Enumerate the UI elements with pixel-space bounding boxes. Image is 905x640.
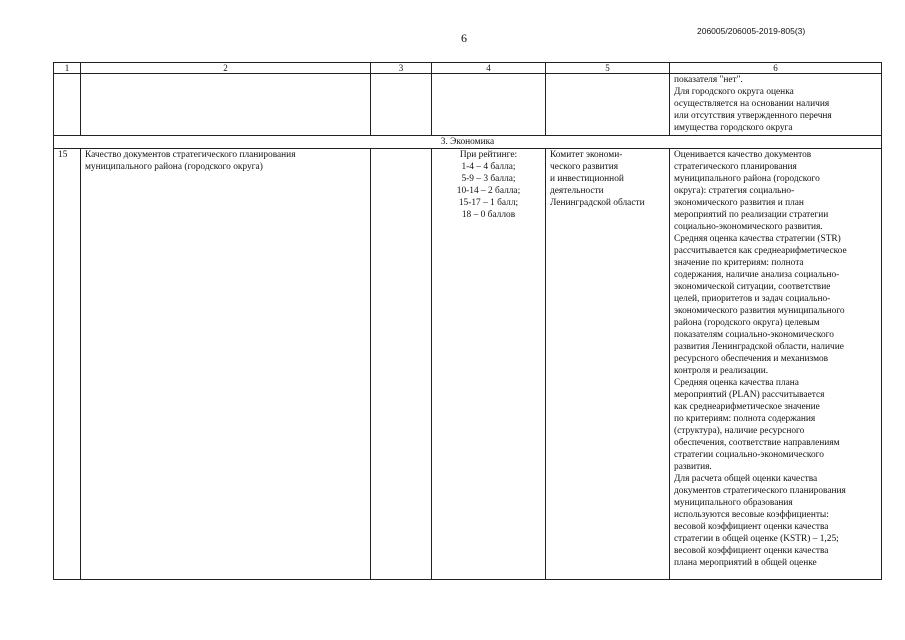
column-header-5: 5 [546, 63, 670, 74]
text-line: Комитет экономи- [550, 150, 623, 160]
section-row [54, 136, 882, 149]
text-line: как среднеарифметическое значение [674, 402, 820, 412]
text-line: муниципального образования [674, 498, 793, 508]
text-line: Оценивается качество документов [674, 150, 812, 160]
text-line: Средняя оценка качества плана [674, 378, 799, 388]
continuation-row [54, 74, 882, 136]
text-line: деятельности [550, 186, 604, 196]
text-line: развития. [674, 462, 712, 472]
responsible-committee [546, 149, 670, 580]
text-line: показателям социально-экономического [674, 330, 834, 340]
text-line: муниципального района (городского округа) [85, 162, 263, 172]
text-line: Для городского округа оценка [674, 87, 794, 97]
text-line: мероприятий по реализации стратегии [674, 210, 829, 220]
page-number: 6 [461, 31, 467, 45]
text-line: мероприятий (PLAN) рассчитывается [674, 390, 825, 400]
text-line: осуществляется на основании наличия [674, 99, 830, 109]
text-line: Для расчета общей оценки качества [674, 474, 818, 484]
text-line: используются весовые коэффициенты: [674, 510, 829, 520]
text-line: Средняя оценка качества стратегии (STR) [674, 234, 841, 244]
column-header-3: 3 [371, 63, 432, 74]
text-line: 10-14 – 2 балла; [456, 186, 521, 196]
text-line: (структура), наличие ресурсного [674, 426, 805, 436]
row-number: 15 [54, 149, 81, 580]
document-code: 206005/206005-2019-805(3) [697, 26, 806, 36]
text-line: стратегии социально-экономического [674, 450, 824, 460]
text-line: 18 – 0 баллов [461, 210, 516, 220]
text-line: развития Ленинградской области, наличие [674, 342, 844, 352]
text-line: 15-17 – 1 балл; [458, 198, 519, 208]
text-line: экономического развития муниципального [674, 306, 845, 316]
continuation-description [670, 74, 882, 136]
text-line: стратегии в общей оценке (KSTR) – 1,25; [674, 534, 839, 544]
column-header-6: 6 [670, 63, 882, 74]
indicator-name [81, 149, 371, 580]
column-header-1: 1 [54, 63, 81, 74]
text-line: округа): стратегия социально- [674, 186, 795, 196]
text-line: значение по критериям: полнота [674, 258, 804, 268]
text-line: имущества городского округа [674, 123, 793, 133]
text-line: Качество документов стратегического планирования [85, 150, 296, 160]
text-line: рассчитывается как среднеарифметическое [674, 246, 847, 256]
table-row [54, 149, 882, 580]
table-header-row [54, 63, 882, 74]
text-line: При рейтинге: [459, 150, 518, 160]
column-header-2: 2 [81, 63, 371, 74]
text-line: плана мероприятий в общей оценке [674, 558, 817, 568]
column-header-4: 4 [432, 63, 546, 74]
text-line: ресурсного обеспечения и механизмов [674, 354, 829, 364]
section-title: 3. Экономика [54, 136, 882, 149]
text-line: весовой коэффициент оценки качества [674, 546, 829, 556]
text-line: документов стратегического планирования [674, 486, 846, 496]
text-line: по критериям: полнота содержания [674, 414, 816, 424]
text-line: муниципального района (городского [674, 174, 820, 184]
text-line: или отсутствия утвержденного перечня [674, 111, 832, 121]
text-line: района (городского округа) целевым [674, 318, 820, 328]
text-line: обеспечения, соответствие направлениям [674, 438, 840, 448]
text-line: содержания, наличие анализа социально- [674, 270, 840, 280]
text-line: стратегического планирования [674, 162, 797, 172]
text-line: экономического развития и план [674, 198, 804, 208]
text-line: 1-4 – 4 балла; [461, 162, 516, 172]
text-line: весовой коэффициент оценки качества [674, 522, 829, 532]
text-line: ческого развития [550, 162, 619, 172]
indicator-description [670, 149, 882, 580]
text-line: показателя "нет". [674, 75, 743, 85]
rating-scale [432, 149, 546, 580]
empty-cell [371, 149, 432, 580]
text-line: Ленинградской области [550, 198, 645, 208]
text-line: контроля и реализации. [674, 366, 769, 376]
text-line: социально-экономического развития. [674, 222, 823, 232]
indicators-table [53, 62, 882, 580]
text-line: 5-9 – 3 балла; [461, 174, 516, 184]
text-line: и инвестиционной [550, 174, 624, 184]
text-line: целей, приоритетов и задач социально- [674, 294, 831, 304]
text-line: экономической ситуации, соответствие [674, 282, 831, 292]
